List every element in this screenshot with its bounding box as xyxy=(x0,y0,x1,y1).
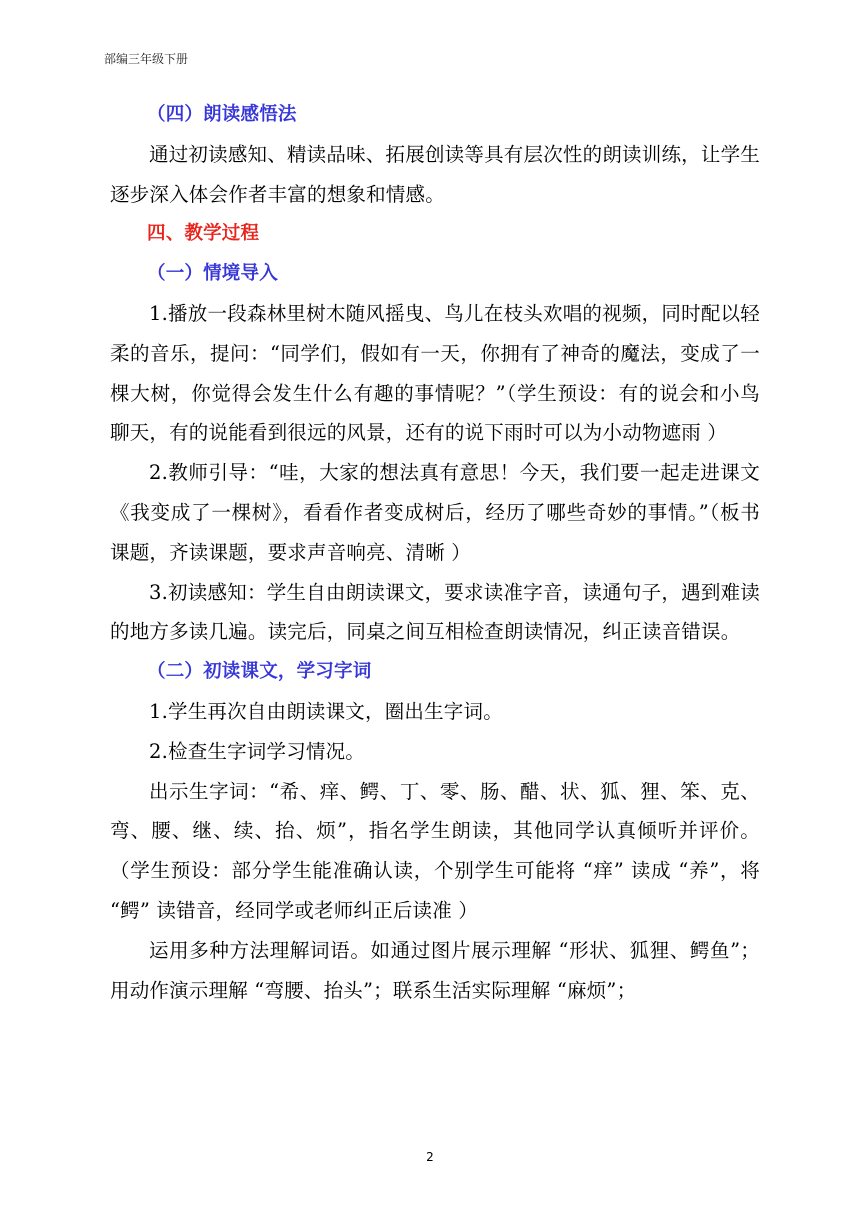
paragraph: 出示生字词：“希、痒、鳄、丁、零、肠、醋、状、狐、狸、笨、克、弯、腰、继、续、抬、烦”，指名学生朗读，其他同学认真倾听并评价。（学生预设：部分学生能准确认读，个别学生可能将 “痒” 读成 “养”，将 “鳄” 读错音，经同学或老师纠正后读准 ） xyxy=(110,779,760,922)
page-number: 2 xyxy=(426,1150,434,1164)
section-heading-teaching-process: 四、教学过程 xyxy=(147,223,260,245)
subsection-heading-vocabulary: （二）初读课文，学习字词 xyxy=(147,661,372,683)
paragraph: 2.检查生字词学习情况。 xyxy=(149,739,366,763)
paragraph: 1.学生再次自由朗读课文，圈出生字词。 xyxy=(149,699,503,723)
document-body xyxy=(110,95,760,1010)
paragraph: 1.播放一段森林里树木随风摇曳、鸟儿在枝头欢唱的视频，同时配以轻柔的音乐，提问：“同学们，假如有一天，你拥有了神奇的魔法，变成了一棵大树，你觉得会发生什么有趣的事情呢？”（学生预设：有的说会和小鸟聊天，有的说能看到很远的风景，还有的说下雨时可以为小动物遮雨 ） xyxy=(110,301,760,445)
paragraph: 3.初读感知：学生自由朗读课文，要求读准字音，读通句子，遇到难读的地方多读几遍。读完后，同桌之间互相检查朗读情况，纠正读音错误。 xyxy=(110,580,760,644)
paragraph: 通过初读感知、精读品味、拓展创读等具有层次性的朗读训练，让学生逐步深入体会作者丰富的想象和情感。 xyxy=(110,142,760,206)
paragraph: 运用多种方法理解词语。如通过图片展示理解 “形状、狐狸、鳄鱼”；用动作演示理解 “弯腰、抬头”；联系生活实际理解 “麻烦”； xyxy=(110,938,760,1002)
paragraph: 2.教师引导：“哇，大家的想法真有意思！今天，我们要一起走进课文《我变成了一棵树》，看看作者变成树后，经历了哪些奇妙的事情。”（板书课题，齐读课题，要求声音响亮、清晰 ） xyxy=(110,461,760,564)
page-header: 部编三年级下册 xyxy=(104,52,189,66)
section-heading-reading-method: （四）朗读感悟法 xyxy=(147,104,297,125)
subsection-heading-introduction: （一）情境导入 xyxy=(147,263,278,285)
